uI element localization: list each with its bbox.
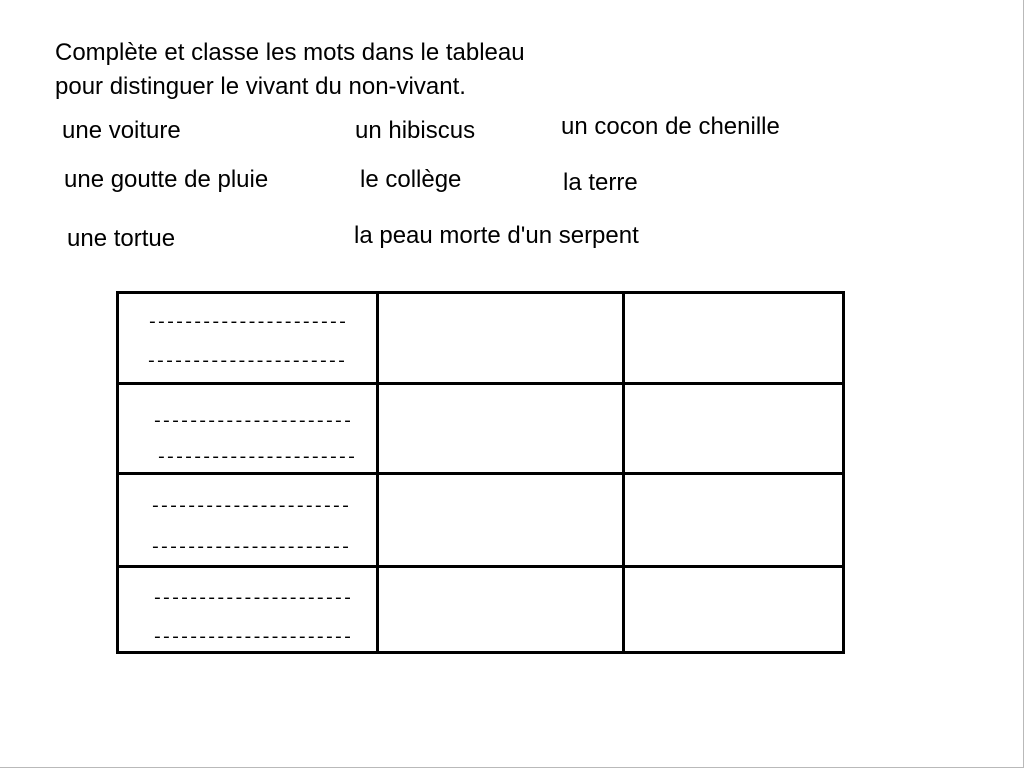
word-item: un hibiscus: [355, 117, 476, 144]
answer-blank-line[interactable]: ----------------------: [150, 538, 350, 558]
word-item: la peau morte d'un serpent: [354, 222, 639, 249]
classification-table: [116, 291, 845, 654]
word-item: le collège: [360, 166, 462, 193]
word-item: la terre: [563, 169, 638, 196]
instruction-line-2: pour distinguer le vivant du non-vivant.: [55, 73, 466, 100]
answer-blank-line[interactable]: ----------------------: [156, 448, 356, 468]
table-row-divider: [116, 565, 845, 568]
table-row-divider: [116, 472, 845, 475]
table-border-bottom: [116, 651, 845, 654]
answer-blank-line[interactable]: ----------------------: [150, 497, 350, 517]
instruction-text: [55, 36, 525, 104]
word-item: une tortue: [67, 225, 176, 252]
word-item: une goutte de pluie: [64, 166, 269, 193]
answer-blank-line[interactable]: ----------------------: [146, 352, 346, 372]
answer-blank-line[interactable]: ----------------------: [147, 313, 347, 333]
answer-blank-line[interactable]: ----------------------: [152, 589, 352, 609]
word-item: une voiture: [62, 117, 181, 144]
table-border-left: [116, 291, 119, 654]
table-row-divider: [116, 382, 845, 385]
answer-blank-line[interactable]: ----------------------: [152, 412, 352, 432]
table-column-divider: [622, 291, 625, 654]
table-column-divider: [376, 291, 379, 654]
word-item: un cocon de chenille: [561, 113, 780, 140]
instruction-line-1: Complète et classe les mots dans le tableau: [55, 39, 525, 66]
table-border-top: [116, 291, 845, 294]
table-border-right: [842, 291, 845, 654]
answer-blank-line[interactable]: ----------------------: [152, 628, 352, 648]
